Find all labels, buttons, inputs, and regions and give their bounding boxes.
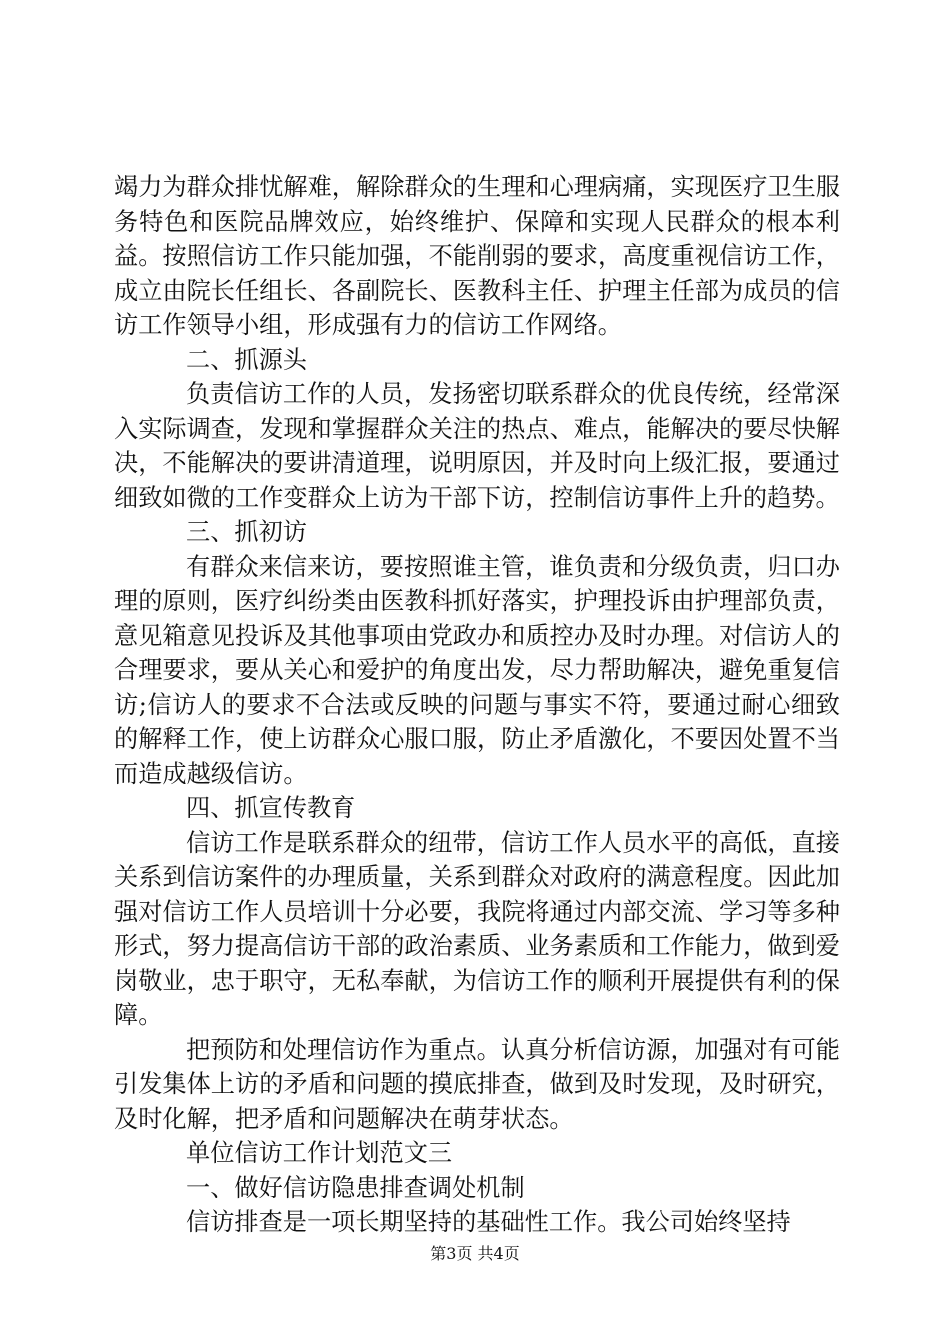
paragraph-source: 负责信访工作的人员，发扬密切联系群众的优良传统，经常深入实际调查，发现和掌握群众关注的热点、难点，能解决的要尽快解决，不能解决的要讲清道理，说明原因，并及时向上级汇报，要通过细致如微的工作变群众上访为干部下访，控制信访事件上升的趋势。 (114, 380, 840, 512)
paragraph-publicity-education: 信访工作是联系群众的纽带，信访工作人员水平的高低，直接关系到信访案件的办理质量，关系到群众对政府的满意程度。因此加强对信访工作人员培训十分必要，我院将通过内部交流、学习等多种形式，努力提高信访干部的政治素质、业务素质和工作能力，做到爱岗敬业，忠于职守，无私奉献，为信访工作的顺利开展提供有利的保障。 (114, 828, 840, 1029)
heading-publicity-education: 四、抓宣传教育 (186, 794, 356, 822)
heading-hazard-screening: 一、做好信访隐患排查调处机制 (186, 1173, 525, 1202)
section-title-sample-three: 单位信访工作计划范文三 (186, 1139, 453, 1167)
page-number: 第3页 共4页 (430, 1244, 520, 1263)
paragraph-continuation: 竭力为群众排忧解难，解除群众的生理和心理病痛，实现医疗卫生服务特色和医院品牌效应，始终维护、保障和实现人民群众的根本利益。按照信访工作只能加强，不能削弱的要求，高度重视信访工作，成立由院长任组长、各副院长、医教科主任、护理主任部为成员的信访工作领导小组，形成强有力的信访工作网络。 (114, 173, 840, 339)
paragraph-first-visit: 有群众来信来访，要按照谁主管，谁负责和分级负责，归口办理的原则，医疗纠纷类由医教科抓好落实，护理投诉由护理部负责，意见箱意见投诉及其他事项由党政办和质控办及时办理。对信访人的合理要求，要从关心和爱护的角度出发，尽力帮助解决，避免重复信访;信访人的要求不合法或反映的问题与事实不符，要通过耐心细致的解释工作，使上访群众心服口服，防止矛盾激化，不要因处置不当而造成越级信访。 (114, 552, 840, 788)
paragraph-prevention: 把预防和处理信访作为重点。认真分析信访源，加强对有可能引发集体上访的矛盾和问题的摸底排查，做到及时发现，及时研究，及时化解，把矛盾和问题解决在萌芽状态。 (114, 1035, 840, 1133)
document-body (114, 170, 840, 1240)
heading-grasp-source: 二、抓源头 (186, 345, 307, 374)
paragraph-hazard-screening: 信访排查是一项长期坚持的基础性工作。我公司始终坚持 (186, 1208, 791, 1236)
heading-first-visit: 三、抓初访 (186, 518, 307, 546)
